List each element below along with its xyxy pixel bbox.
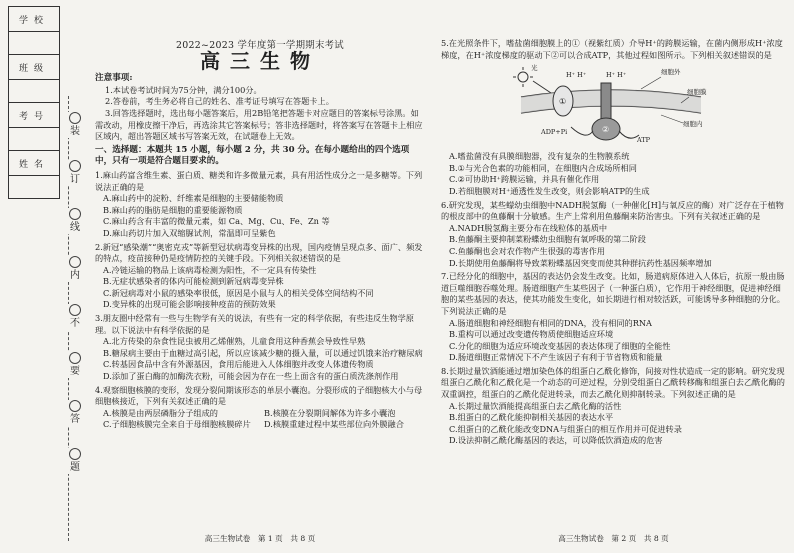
membrane-label: 细胞膜 — [687, 88, 707, 97]
atp-arrow — [619, 131, 639, 138]
seal-char: 订 — [67, 160, 83, 186]
seal-char: 答 — [67, 400, 83, 426]
option-b: B.核膜在分裂期间解体为许多小囊泡 — [264, 407, 396, 418]
option-b: B.鱼藤酮主要抑制菜粉蝶幼虫细胞有氧呼吸的第二阶段 — [449, 234, 646, 245]
exam-number-label: 考号 — [9, 103, 60, 128]
membrane-diagram-svg — [511, 63, 711, 149]
option-row — [95, 419, 425, 431]
svg-text:H⁺ H⁺: H⁺ H⁺ — [566, 71, 587, 80]
outside-label: 细胞外 — [661, 68, 681, 77]
seal-char: 要 — [67, 352, 83, 378]
exam-title: 高三生物 — [200, 48, 320, 73]
page-footer: 高三生物试卷 第 1 页 共 8 页 — [204, 534, 316, 544]
option-b: B.无症状感染者的体内可能检测到新冠病毒变异株 — [103, 276, 284, 287]
option-a: A.冷链运输的物品上该病毒检测为阳性，不一定具有传染性 — [103, 264, 317, 275]
question-stem: 3.朋友圈中经常有一些与生物学有关的说法，有些有一定的科学依据，有些违反生物学原理。以下说法中有科学依据的是 — [95, 313, 414, 335]
svg-text:H⁺ H⁺: H⁺ H⁺ — [606, 71, 627, 80]
seal-char: 不 — [67, 304, 83, 330]
option-d: D.长期使用鱼藤酮将导致菜粉蝶基因突变而使其种群抗药性基因频率增加 — [449, 257, 712, 268]
option-a: A.核膜是由两层磷脂分子组成的 — [103, 407, 218, 418]
option-d: D.添加了蛋白酶的加酶洗衣粉，可能会因为存在一些上面含有的蛋白质洗涤剂作用 — [103, 371, 399, 382]
page-1 — [95, 0, 425, 553]
option-b: B.重构可以通过改变遗传物质使细胞适应环境 — [449, 329, 614, 340]
option-row — [95, 408, 425, 420]
page-footer: 高三生物试卷 第 2 页 共 8 页 — [558, 534, 669, 544]
option-b: B.麻山药的脂肪是细胞的重要能源物质 — [103, 204, 243, 215]
option-c: C.麻山药含有丰富的微量元素，如 Ca、Mg、Cu、Fe、Zn 等 — [103, 216, 330, 227]
option-b: B.①与光合色素的功能相同，在细胞内合成场所相同 — [449, 162, 637, 173]
school-label: 学校 — [9, 7, 60, 32]
notes-heading: 注意事项: — [95, 73, 133, 84]
name-label: 姓名 — [9, 151, 60, 176]
question-stem: 2.新冠“感染潮”“奥密克戎”等新型冠状病毒变异株的出现，国内疫情呈现点多、面广、频发的特点，疫苗接种仍是疫情防控的关键手段。下列相关叙述错误的是 — [95, 241, 423, 264]
protein-2-channel — [601, 83, 611, 123]
option-d: D.核膜重建过程中某些部位向外膜融合 — [264, 419, 404, 430]
outside-pointer — [641, 77, 661, 89]
light-arrow — [533, 81, 551, 93]
option-a: A.长期过量饮酒能提高组蛋白去乙酰化酶的活性 — [449, 400, 622, 411]
seal-char: 内 — [67, 256, 83, 282]
note-item: 3.回答选择题时，选出每小题答案后，用2B铅笔把答题卡对应题目的答案标号涂黑。如需改动，用橡皮擦干净后，再选涂其它答案标号；答非选择题时，将答案写在答题卡上相应区域内，超出答题区域书写答案无效，在试题卷上无效。 — [95, 107, 423, 142]
question-1 — [95, 170, 425, 240]
question-4 — [95, 385, 425, 431]
question-stem: 6.研究发现，某些蠓幼虫细胞中NADH脱氢酶（一种催化[H]与氧反应的酶）对广泛存在于植物的根皮部中的鱼藤酮十分敏感。生产上常利用鱼藤酮来防治害虫。下列有关叙述正确的是 — [441, 199, 784, 222]
name-blank — [9, 176, 60, 199]
class-blank — [9, 80, 60, 103]
note-item: 1.本试卷考试时间为75分钟，满分100分。 — [105, 84, 262, 95]
option-a: A.麻山药中的淀粉、纤维素是细胞的主要储能物质 — [103, 193, 284, 204]
question-6 — [441, 200, 786, 270]
option-d: D.设法抑制乙酰化酶基因的表达，可以降低饮酒造成的危害 — [449, 435, 663, 446]
exam-subtitle: 2022~2023 学年度第一学期期末考试 — [176, 40, 344, 51]
atp-label: ATP — [637, 136, 651, 145]
option-d: D.麻山药切片加入双缩脲试剂，常温即可呈紫色 — [103, 227, 276, 238]
sun-icon — [513, 67, 533, 87]
option-a: A.北方传染的杂食性昆虫被用乙烯催熟，儿童食用这种香蕉会导致性早熟 — [103, 336, 366, 347]
svg-text:②: ② — [602, 125, 610, 135]
class-label: 班级 — [9, 55, 60, 80]
option-d: D.肠道细胞正常情况下不产生该因子有利于节省物质和能量 — [449, 352, 663, 363]
question-3 — [95, 313, 425, 383]
light-label: 光 — [531, 64, 538, 73]
question-stem: 1.麻山药富含维生素、蛋白质、糖类和许多微量元素，具有用活性成分之一是多糖等。下列说法正确的是 — [95, 169, 423, 192]
option-b: B.组蛋白的乙酰化能抑制相关基因的表达水平 — [449, 412, 614, 423]
option-c: C.分化的细胞为适应环境改变基因的表达体现了细胞的全能性 — [449, 340, 671, 351]
school-blank — [9, 32, 60, 55]
seal-char: 线 — [67, 208, 83, 234]
seal-char: 题 — [67, 448, 83, 474]
question-8 — [441, 366, 786, 447]
option-b: B.糖尿病主要由于血糖过高引起，所以应该减少糖的摄入量，可以通过饥饿来治疗糖尿病 — [103, 347, 423, 358]
adp-label: ADP+Pi — [541, 128, 568, 137]
question-stem: 8.长期过量饮酒能通过增加染色体的组蛋白乙酰化修饰，间接对性状造成一定的影响。研究发现组蛋白乙酰化和乙酰化是一个动态的可逆过程，分别受组蛋白乙酰转移酶和组蛋白去乙酰化酶的双重调控，组蛋白的乙酰化促进转录，而去乙酰化则抑制转录。下列叙述正确的是 — [441, 365, 785, 400]
section-heading: 一、选择题：本题共 15 小题，每小题 2 分，共 30 分。在每小题给出的四个选项中，只有一项是符合题目要求的。 — [95, 144, 410, 167]
option-a: A.NADH脱氢酶主要分布在线粒体的基质中 — [449, 222, 608, 233]
note-item: 2.答卷前，考生务必将自己的姓名、准考证号填写在答题卡上。 — [105, 96, 334, 107]
option-d: D.变异株的出现可能会影响接种疫苗的预防效果 — [103, 299, 276, 310]
option-c: C.组蛋白的乙酰化能改变DNA与组蛋白的相互作用并可促进转录 — [449, 423, 682, 434]
option-c: C.转基因食品中含有外源基因，食用后能进入人体细胞并改变人体遗传物质 — [103, 359, 374, 370]
option-c: C.②可协助H⁺跨膜运输，并具有催化作用 — [449, 174, 600, 185]
question-5 — [441, 38, 786, 198]
question-stem: 7.已经分化的细胞中，基因的表达仍会发生改变。比如，肠道病原体进入人体后，抗原一般由肠道巨噬细胞吞噬处理。肠道细胞产生某些因子（一种蛋白质），它作用于神经细胞，促进神经细胞的某些基因的表达，使其功能发生变化，如长期进行相对较活跃，可能诱导多种细胞的分化。下列说法正确的是 — [441, 271, 785, 316]
option-d: D.若细胞膜对H⁺通透性发生改变，则会影响ATP的生成 — [449, 185, 650, 196]
question-7 — [441, 271, 786, 364]
question-2 — [95, 242, 425, 312]
inside-pointer — [661, 115, 683, 123]
exam-number-blank — [9, 128, 60, 151]
student-info-table — [8, 6, 60, 199]
page-2 — [441, 0, 786, 553]
question-stem: 5.在光照条件下，嗜盐菌细胞膜上的①（视紫红质）介导H⁺的跨膜运输，在菌内侧形成H⁺浓度梯度，在H⁺浓度梯度的驱动下②可以合成ATP，其他过程如图所示。下列相关叙述错误的是 — [441, 38, 783, 60]
option-a: A.嗜盐菌没有具膜细胞器，没有复杂的生物膜系统 — [449, 151, 630, 162]
question-stem: 4.观察细胞核膜的变形，发现分裂间期该形态的单层小囊泡。分裂形成的子细胞核大小与母细胞核接近，下列有关叙述正确的是 — [95, 384, 423, 407]
adp-arrow — [571, 127, 593, 135]
membrane-diagram — [511, 63, 711, 149]
option-c: C.子细胞核膜完全来自于母细胞核膜碎片 — [103, 419, 251, 430]
option-c: C.鱼藤酮也会对农作物产生很强的毒害作用 — [449, 245, 605, 256]
svg-text:①: ① — [559, 97, 567, 107]
student-info-strip — [0, 0, 62, 553]
option-c: C.新冠病毒对小鼠的感染率很低，原因是小鼠与人的相关受体空间结构不同 — [103, 287, 374, 298]
inside-label: 细胞内 — [683, 120, 703, 129]
seal-char: 装 — [67, 112, 83, 138]
option-a: A.肠道细胞和神经细胞有相同的DNA，没有相同的RNA — [449, 317, 652, 328]
